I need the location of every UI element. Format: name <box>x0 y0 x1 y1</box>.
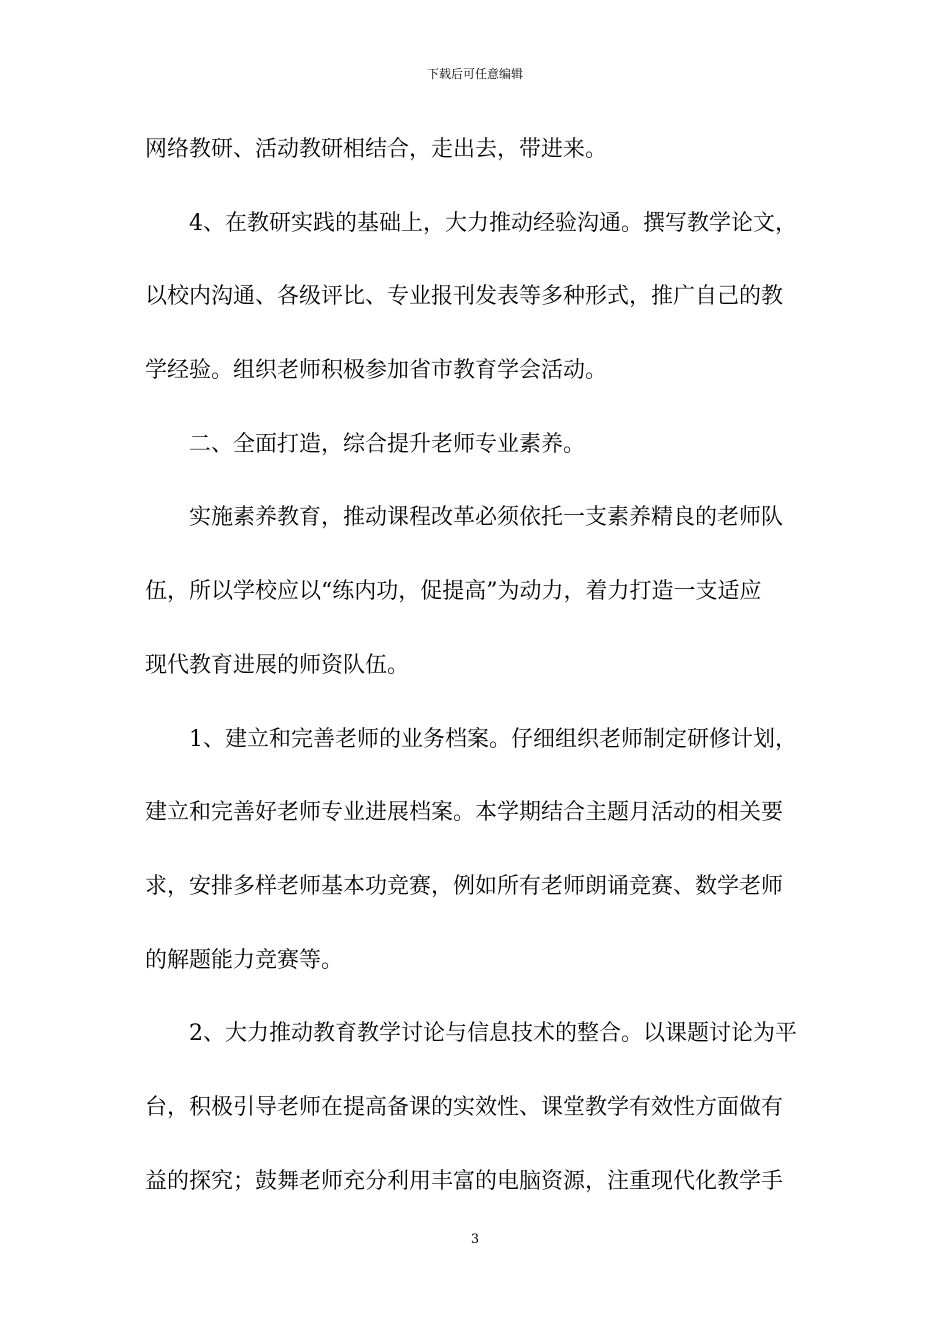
text-line: 现代教育进展的师资队伍。 <box>145 652 410 678</box>
section-heading: 二、全面打造，综合提升老师专业素养。 <box>189 431 586 457</box>
text-line: 2、大力推动教育教学讨论与信息技术的整合。以课题讨论为平 <box>189 1021 797 1047</box>
text-line: 4、在教研实践的基础上，大力推动经验沟通。撰写教学论文， <box>189 210 797 236</box>
text-line: 台，积极引导老师在提高备课的实效性、课堂教学有效性方面做有 <box>145 1094 784 1120</box>
text-line: 1、建立和完善老师的业务档案。仔细组织老师制定研修计划， <box>189 726 797 752</box>
document-body <box>145 124 807 1229</box>
page-number: 3 <box>470 1232 480 1247</box>
text-line: 伍，所以学校应以“练内功，促提高”为动力，着力打造一支适应 <box>145 579 762 605</box>
text-line: 学经验。组织老师积极参加省市教育学会活动。 <box>145 358 608 384</box>
text-line: 网络教研、活动教研相结合，走出去，带进来。 <box>145 137 608 162</box>
text-line: 建立和完善好老师专业进展档案。本学期结合主题月活动的相关要 <box>145 800 784 826</box>
text-line: 求，安排多样老师基本功竞赛，例如所有老师朗诵竞赛、数学老师 <box>145 873 784 899</box>
text-line: 以校内沟通、各级评比、专业报刊发表等多种形式，推广自己的教 <box>145 284 784 310</box>
text-line: 的解题能力竞赛等。 <box>145 947 344 973</box>
text-line: 益的探究；鼓舞老师充分利用丰富的电脑资源，注重现代化教学手 <box>145 1168 784 1194</box>
text-line: 实施素养教育，推动课程改革必须依托一支素养精良的老师队 <box>189 505 784 531</box>
page-header: 下载后可任意编辑 <box>426 67 523 81</box>
